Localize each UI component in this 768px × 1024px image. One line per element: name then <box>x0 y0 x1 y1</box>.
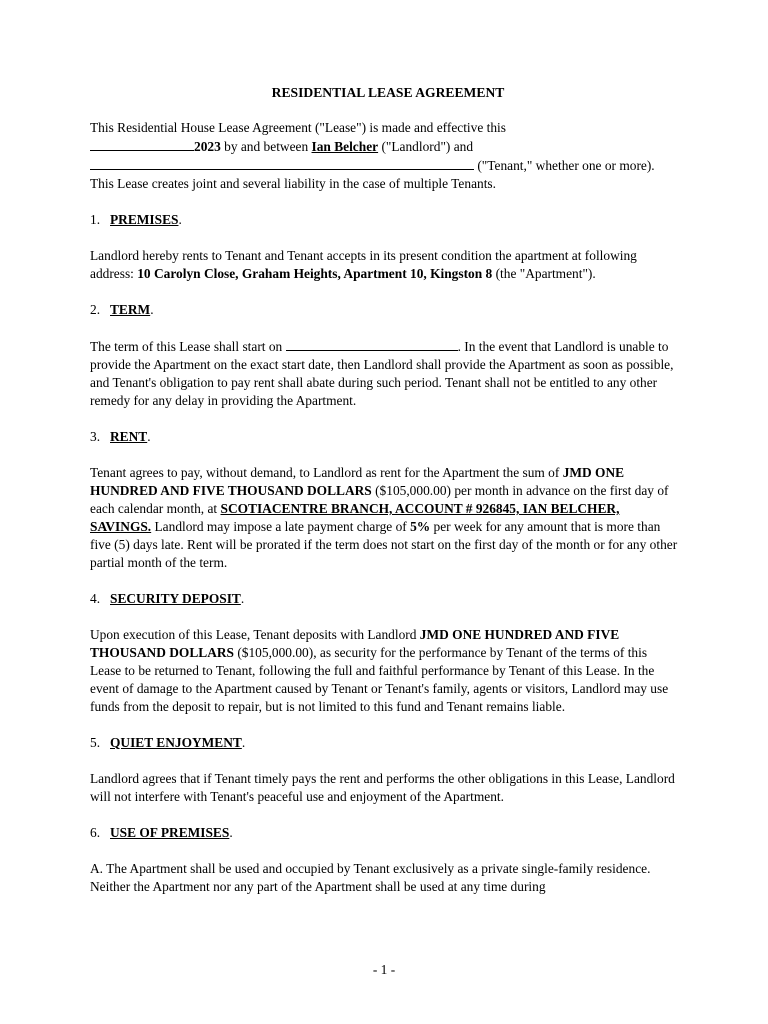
intro-text: ("Tenant," whether one or more). This Lease creates joint and several liability in the case of multiple Tenants. <box>90 158 655 191</box>
document-body <box>90 84 680 914</box>
deposit-text: ($105,000.00), as security for the performance by Tenant of the terms of this Lease to be returned to Tenant, following the full and faithful performance by Tenant of this Lease. In the event of damage to the Apartment caused by Tenant or Tenant's family, agents or visitors, Landlord may use funds from the deposit to repair, but is not limited to this fund and Tenant remains liable. <box>90 645 669 714</box>
section-number: 2. <box>90 302 101 317</box>
section-title: TERM <box>110 302 151 317</box>
landlord-name: Ian Belcher <box>311 139 379 154</box>
rent-paragraph <box>90 464 680 572</box>
intro-text: This Residential House Lease Agreement ("Lease") is made and effective this <box>90 120 506 135</box>
start-date-blank <box>286 337 458 351</box>
rent-text: Tenant agrees to pay, without demand, to Landlord as rent for the Apartment the sum of <box>90 465 563 480</box>
section-heading-term: 2. TERM. <box>90 302 154 317</box>
section-heading-use: 6. USE OF PREMISES. <box>90 825 233 840</box>
rent-account: SCOTIACENTRE BRANCH, ACCOUNT # 926845, IAN BELCHER, SAVINGS. <box>90 501 620 534</box>
premises-text: (the "Apartment"). <box>492 266 596 281</box>
term-text: The term of this Lease shall start on <box>90 339 286 354</box>
section-title: USE OF PREMISES <box>110 825 230 840</box>
section-number: 1. <box>90 212 101 227</box>
late-charge-percent: 5% <box>410 519 431 534</box>
section-number: 3. <box>90 429 101 444</box>
section-heading-quiet: 5. QUIET ENJOYMENT. <box>90 735 246 750</box>
rent-amount-words: JMD ONE HUNDRED AND FIVE THOUSAND DOLLARS <box>90 465 625 498</box>
document-title: RESIDENTIAL LEASE AGREEMENT <box>271 85 505 100</box>
section-heading-premises: 1. PREMISES. <box>90 212 182 227</box>
deposit-text: Upon execution of this Lease, Tenant deposits with Landlord <box>90 627 420 642</box>
intro-paragraph <box>90 119 680 193</box>
section-number: 6. <box>90 825 101 840</box>
section-heading-rent: 3. RENT. <box>90 429 151 444</box>
lease-year: 2023 <box>194 139 221 154</box>
section-title: QUIET ENJOYMENT <box>110 735 242 750</box>
section-heading-deposit: 4. SECURITY DEPOSIT. <box>90 591 245 606</box>
section-title: SECURITY DEPOSIT <box>110 591 241 606</box>
premises-address: 10 Carolyn Close, Graham Heights, Apartment 10, Kingston 8 <box>137 266 493 281</box>
rent-text: Landlord may impose a late payment charge of <box>151 519 411 534</box>
tenant-name-blank <box>90 156 474 170</box>
term-paragraph <box>90 337 680 410</box>
rent-text: ($105,000.00) per month in advance on the first day of each calendar month, at <box>90 483 669 516</box>
use-paragraph: A. The Apartment shall be used and occupied by Tenant exclusively as a private single-family residence. Neither the Apartment nor any part of the Apartment shall be used at any time during <box>90 861 651 894</box>
premises-text: Landlord hereby rents to Tenant and Tenant accepts in its present condition the apartment at following address: <box>90 248 637 281</box>
section-title: RENT <box>110 429 148 444</box>
term-text: . In the event that Landlord is unable to provide the Apartment on the exact start date, then Landlord shall provide the Apartment as soon as possible, and Tenant's obligation to pay rent shall abate during such period. Tenant shall not be entitled to any other remedy for any delay in providing the Apartment. <box>90 339 674 408</box>
premises-paragraph <box>90 247 680 283</box>
deposit-paragraph <box>90 626 680 716</box>
rent-text: per week for any amount that is more than five (5) days late. Rent will be prorated if the term does not start on the first day of the month or for any other partial month of the term. <box>90 519 678 570</box>
date-blank <box>90 137 194 151</box>
section-number: 5. <box>90 735 101 750</box>
intro-text: ("Landlord") and <box>378 139 474 154</box>
quiet-paragraph: Landlord agrees that if Tenant timely pays the rent and performs the other obligations in this Lease, Landlord will not interfere with Tenant's peaceful use and enjoyment of the Apartment. <box>90 771 675 804</box>
intro-text: by and between <box>220 139 312 154</box>
deposit-amount-words: JMD ONE HUNDRED AND FIVE THOUSAND DOLLARS <box>90 627 620 660</box>
section-number: 4. <box>90 591 101 606</box>
page-number: - 1 - <box>372 962 396 977</box>
section-title: PREMISES <box>110 212 179 227</box>
